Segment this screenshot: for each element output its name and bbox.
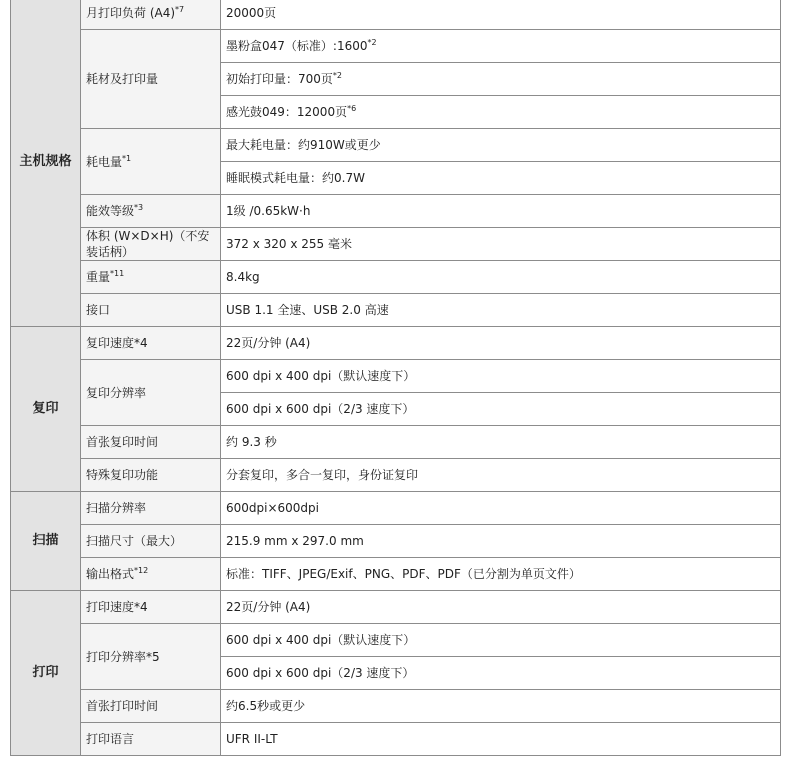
spec-value-cell	[221, 327, 781, 360]
footnote-marker: *2	[367, 38, 377, 47]
spec-label: 能效等级	[86, 204, 135, 218]
spec-label: 首张复印时间	[86, 435, 159, 449]
spec-row	[11, 624, 781, 657]
section-header: 扫描	[11, 492, 81, 591]
spec-row	[11, 261, 781, 294]
spec-label: 输出格式	[86, 567, 135, 581]
spec-row	[11, 723, 781, 756]
spec-label-cell	[81, 228, 221, 261]
spec-value-cell	[221, 30, 781, 63]
spec-value-cell	[221, 63, 781, 96]
spec-row	[11, 492, 781, 525]
spec-value: 约 9.3 秒	[226, 435, 277, 449]
spec-value: 22页/分钟 (A4)	[226, 336, 311, 350]
spec-label-cell	[81, 690, 221, 723]
spec-value: 1级 /0.65kW·h	[226, 204, 311, 218]
spec-value-cell	[221, 129, 781, 162]
spec-row	[11, 360, 781, 393]
spec-label-cell	[81, 30, 221, 129]
spec-value: UFR II-LT	[226, 732, 278, 746]
spec-value-cell	[221, 360, 781, 393]
spec-row	[11, 690, 781, 723]
spec-label: 复印分辨率	[86, 385, 147, 400]
spec-label-cell	[81, 294, 221, 327]
spec-label: 打印分辨率*5	[86, 649, 160, 664]
spec-label-cell	[81, 723, 221, 756]
spec-value-cell	[221, 558, 781, 591]
spec-label: 月打印负荷 (A4)	[86, 6, 176, 20]
spec-value: 睡眠模式耗电量：约0.7W	[226, 171, 365, 185]
section-header: 复印	[11, 327, 81, 492]
spec-label-cell	[81, 0, 221, 30]
spec-label-cell	[81, 327, 221, 360]
section-header: 打印	[11, 591, 81, 756]
footnote-marker: *7	[175, 5, 185, 14]
spec-value: 初始打印量：700页	[226, 72, 333, 86]
footnote-marker: *2	[332, 71, 342, 80]
spec-value-cell	[221, 723, 781, 756]
spec-value: 215.9 mm x 297.0 mm	[226, 534, 364, 548]
spec-label-cell	[81, 195, 221, 228]
spec-row	[11, 525, 781, 558]
spec-value: 600 dpi x 400 dpi（默认速度下）	[226, 633, 416, 647]
spec-value-cell	[221, 261, 781, 294]
footnote-marker: *12	[134, 566, 149, 575]
spec-label: 扫描尺寸（最大）	[86, 534, 183, 548]
spec-row	[11, 327, 781, 360]
footnote-marker: *1	[122, 153, 132, 163]
spec-label-cell	[81, 459, 221, 492]
spec-label-cell	[81, 360, 221, 426]
spec-value-cell	[221, 459, 781, 492]
spec-row	[11, 294, 781, 327]
spec-row	[11, 0, 781, 30]
spec-value: 372 x 320 x 255 毫米	[226, 237, 352, 251]
spec-value-cell	[221, 426, 781, 459]
spec-value: 600dpi×600dpi	[226, 501, 319, 515]
spec-value-cell	[221, 525, 781, 558]
spec-value: 20000页	[226, 6, 277, 20]
spec-label-cell	[81, 261, 221, 294]
spec-value: 600 dpi x 600 dpi（2/3 速度下）	[226, 666, 415, 680]
spec-value-cell	[221, 0, 781, 30]
spec-label-cell	[81, 624, 221, 690]
spec-label: 打印语言	[86, 732, 135, 746]
spec-value-cell	[221, 492, 781, 525]
spec-label-cell	[81, 591, 221, 624]
spec-value-cell	[221, 690, 781, 723]
spec-value: 最大耗电量：约910W或更少	[226, 138, 381, 152]
spec-value-cell	[221, 228, 781, 261]
spec-value: 8.4kg	[226, 270, 260, 284]
spec-value-cell	[221, 393, 781, 426]
spec-value: 感光鼓049：12000页	[226, 105, 348, 119]
spec-value: USB 1.1 全速、USB 2.0 高速	[226, 303, 389, 317]
spec-label: 接口	[86, 303, 111, 317]
spec-value: 约6.5秒或更少	[226, 699, 306, 713]
spec-label: 复印速度*4	[86, 336, 148, 350]
spec-value-cell	[221, 657, 781, 690]
spec-label-cell	[81, 492, 221, 525]
spec-value-cell	[221, 162, 781, 195]
spec-value: 600 dpi x 400 dpi（默认速度下）	[226, 369, 416, 383]
spec-value: 分套复印，多合一复印，身份证复印	[226, 468, 419, 482]
spec-label-cell	[81, 426, 221, 459]
spec-value: 22页/分钟 (A4)	[226, 600, 311, 614]
spec-row	[11, 459, 781, 492]
footnote-marker: *3	[134, 203, 144, 212]
spec-row	[11, 228, 781, 261]
spec-value-cell	[221, 195, 781, 228]
spec-label: 重量	[86, 270, 111, 284]
spec-label-cell	[81, 525, 221, 558]
spec-value-cell	[221, 294, 781, 327]
spec-row	[11, 195, 781, 228]
spec-value: 墨粉盒047（标准）:1600	[226, 39, 368, 53]
spec-value: 标准：TIFF、JPEG/Exif、PNG、PDF、PDF（已分割为单页文件）	[226, 567, 581, 581]
spec-label: 耗电量	[86, 154, 123, 169]
footnote-marker: *6	[347, 104, 357, 113]
spec-label-cell	[81, 558, 221, 591]
spec-label: 耗材及打印量	[86, 72, 159, 86]
section-header: 主机规格	[11, 0, 81, 327]
spec-value-cell	[221, 96, 781, 129]
spec-label: 扫描分辨率	[86, 501, 147, 515]
spec-label: 打印速度*4	[86, 600, 148, 614]
spec-label-cell	[81, 129, 221, 195]
spec-value-cell	[221, 591, 781, 624]
spec-table	[10, 0, 781, 756]
spec-row	[11, 129, 781, 162]
spec-label: 特殊复印功能	[86, 468, 159, 482]
spec-label: 首张打印时间	[86, 699, 159, 713]
spec-row	[11, 426, 781, 459]
spec-value-cell	[221, 624, 781, 657]
spec-label: 体积 (W×D×H)（不安装话柄）	[86, 229, 210, 259]
spec-value: 600 dpi x 600 dpi（2/3 速度下）	[226, 402, 415, 416]
footnote-marker: *11	[110, 269, 125, 278]
spec-row	[11, 30, 781, 63]
spec-row	[11, 558, 781, 591]
spec-row	[11, 591, 781, 624]
